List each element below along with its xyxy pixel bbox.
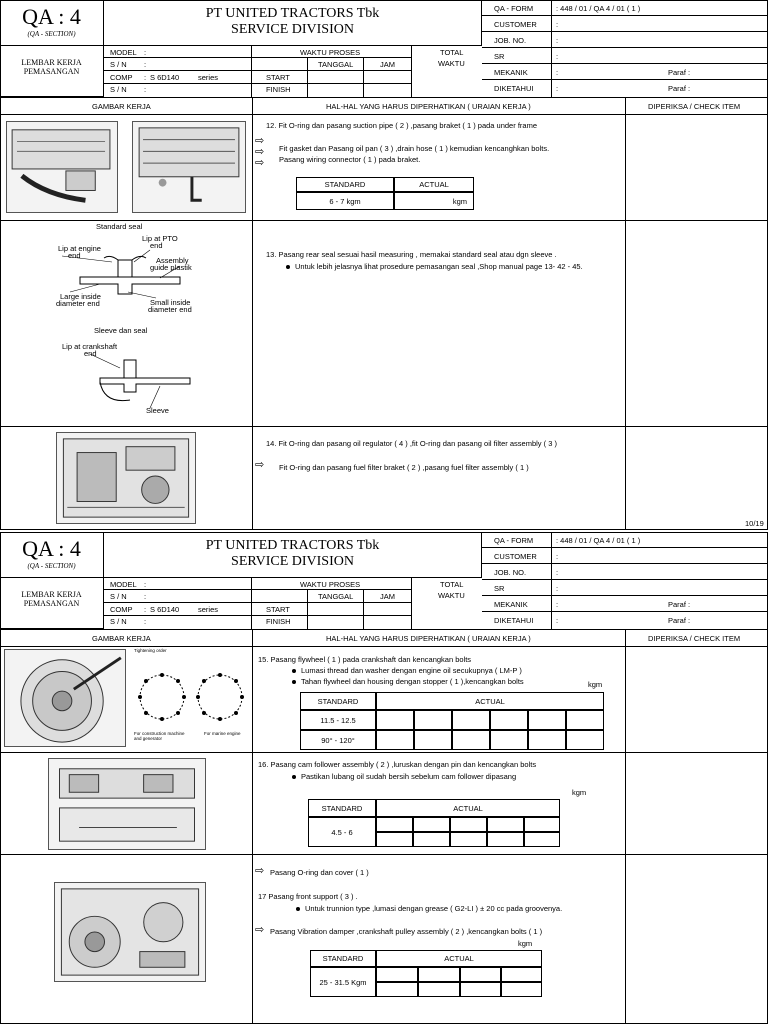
step17-line3: Pasang Vibration damper ,crankshaft pulley assembly ( 2 ) ,kencangkan bolts ( 1 ): [270, 927, 543, 936]
finish-label: FINISH: [266, 617, 291, 626]
arrow-icon: ⇨: [255, 459, 265, 471]
step17-title: 17 Pasang front support ( 3 ) .: [258, 892, 358, 901]
actual-input-cell[interactable]: [490, 710, 528, 730]
comp-value: S 6D140: [150, 73, 180, 82]
waktu-label: WAKTU: [438, 59, 465, 68]
actual-input-cell[interactable]: [452, 710, 490, 730]
company-division: SERVICE DIVISION: [231, 554, 354, 569]
paraf-diketahui-label: Paraf :: [668, 84, 691, 93]
qa-section: (QA - SECTION): [27, 562, 76, 570]
waktu-label: WAKTU: [438, 591, 465, 600]
actual-input-cell[interactable]: [413, 817, 450, 832]
series-label: series: [198, 605, 219, 614]
mekanik-label: MEKANIK: [494, 600, 528, 609]
actual-input-cell[interactable]: [501, 967, 542, 982]
actual-input-cell[interactable]: [418, 982, 460, 997]
actual-input-cell[interactable]: [524, 817, 560, 832]
finish-label: FINISH: [266, 85, 291, 94]
qa-title: QA : 4: [22, 536, 81, 561]
step17-pre: Pasang O-ring dan cover ( 1 ): [270, 868, 369, 877]
mekanik-label: MEKANIK: [494, 68, 528, 77]
oil-filter-figure: [56, 432, 196, 524]
sn-label: S / N: [110, 60, 127, 69]
step15-bullet2: Tahan flywheel dan housing dengan stopper ( 1 ),kencangkan bolts: [292, 677, 524, 686]
waktu-proses-label: WAKTU PROSES: [300, 48, 361, 57]
step16-standard-header: STANDARD: [308, 799, 376, 817]
doc-title-line2: PEMASANGAN: [23, 599, 80, 608]
doc-title-line1: LEMBAR KERJA: [21, 58, 82, 67]
qa-section: (QA - SECTION): [27, 30, 76, 38]
actual-input-cell[interactable]: [501, 982, 542, 997]
arrow-icon: ⇨: [255, 135, 265, 147]
arrow-icon: ⇨: [255, 924, 265, 936]
total-label: TOTAL: [440, 48, 464, 57]
company-division: SERVICE DIVISION: [231, 22, 354, 37]
actual-input-cell[interactable]: [460, 982, 501, 997]
actual-input-cell[interactable]: [414, 730, 452, 750]
step12-actual-input[interactable]: kgm: [394, 192, 474, 210]
bullet-icon: [296, 907, 300, 911]
actual-input-cell[interactable]: [414, 710, 452, 730]
flywheel-figure: [4, 649, 126, 747]
jam-label: JAM: [380, 60, 395, 69]
step17-actual-header: ACTUAL: [376, 950, 542, 967]
comp-label: COMP: [110, 73, 133, 82]
step17-bullet: Untuk trunnion type ,lumasi dengan grease ( G2-LI ) ± 20 cc pada groovenya.: [296, 904, 562, 913]
cam-follower-figure: [48, 758, 206, 850]
suction-pipe-figure: [132, 121, 246, 213]
page-number: 10/19: [745, 519, 764, 528]
sr-label: SR: [494, 584, 505, 593]
actual-input-cell[interactable]: [376, 730, 414, 750]
company-box: [104, 532, 482, 578]
oil-pan-figure: [6, 121, 118, 213]
company-box: [104, 0, 482, 46]
col-check-item: DIPERIKSA / CHECK ITEM: [648, 102, 741, 111]
bullet-icon: [292, 669, 296, 673]
step12-title: 12. Fit O-ring dan pasang suction pipe ( 2 ) ,pasang braket ( 1 ) pada under frame: [266, 121, 537, 130]
step15-standard-row2: 90° - 120°: [300, 730, 376, 750]
actual-input-cell[interactable]: [376, 817, 413, 832]
form-info-box: QA - FORM : 448 / 01 / QA 4 / 01 ( 1 ) CUSTOMER : JOB. NO. : SR : MEKANIK : Paraf : DIKETAHUI : Paraf :: [482, 532, 768, 629]
doc-title-line1: LEMBAR KERJA: [21, 590, 82, 599]
series-label: series: [198, 73, 219, 82]
step16-title: 16. Pasang cam follower assembly ( 2 ) ,luruskan dengan pin dan kencangkan bolts: [258, 760, 537, 769]
job-no-label: JOB. NO.: [494, 36, 527, 45]
step15-title: 15. Pasang flywheel ( 1 ) pada crankshaft dan kencangkan bolts: [258, 655, 472, 664]
step12-standard-value: 6 - 7 kgm: [296, 192, 394, 210]
step16-bullet: Pastikan lubang oil sudah bersih sebelum cam follower dipasang: [292, 772, 516, 781]
step16-standard-value: 4.5 - 6: [308, 817, 376, 847]
step15-actual-header: ACTUAL: [376, 692, 604, 710]
customer-label: CUSTOMER: [494, 20, 537, 29]
waktu-proses-label: WAKTU PROSES: [300, 580, 361, 589]
diketahui-label: DIKETAHUI: [494, 616, 534, 625]
actual-input-cell[interactable]: [413, 832, 450, 847]
step12-line2: Fit gasket dan Pasang oil pan ( 3 ) ,drain hose ( 1 ) kemudian kencanghkan bolts.: [279, 144, 550, 153]
actual-input-cell[interactable]: [566, 730, 604, 750]
sn-label: S / N: [110, 592, 127, 601]
job-no-label: JOB. NO.: [494, 568, 527, 577]
jam-label: JAM: [380, 592, 395, 601]
form-info-box: QA - FORM : 448 / 01 / QA 4 / 01 ( 1 ) CUSTOMER : JOB. NO. : SR : MEKANIK : Paraf : DIKETAHUI : Paraf :: [482, 0, 768, 97]
step13-bullet: Untuk lebih jelasnya lihat prosedure pemasangan seal ,Shop manual page 13- 42 - 45.: [286, 262, 583, 271]
qa-form-label: QA - FORM: [494, 4, 534, 13]
step15-unit: kgm: [588, 680, 603, 689]
actual-input-cell[interactable]: [528, 710, 566, 730]
paraf-mekanik-label: Paraf :: [668, 600, 691, 609]
total-label: TOTAL: [440, 580, 464, 589]
step15-standard-row1: 11.5 - 12.5: [300, 710, 376, 730]
qa-form-value: : 448 / 01 / QA 4 / 01 ( 1 ): [556, 4, 641, 13]
actual-input-cell[interactable]: [376, 982, 418, 997]
sleeve-seal-caption: Sleeve dan seal: [94, 326, 148, 335]
sn2-label: S / N: [110, 617, 127, 626]
arrow-icon: ⇨: [255, 865, 265, 877]
actual-input-cell[interactable]: [566, 710, 604, 730]
step12-actual-header: ACTUAL: [394, 177, 474, 192]
comp-value: S 6D140: [150, 605, 180, 614]
col-gambar-kerja: GAMBAR KERJA: [92, 102, 151, 111]
actual-input-cell[interactable]: [490, 730, 528, 750]
actual-input-cell[interactable]: [450, 817, 487, 832]
actual-input-cell[interactable]: [376, 710, 414, 730]
sr-label: SR: [494, 52, 505, 61]
qa-title: QA : 4: [22, 4, 81, 29]
step12-line3: Pasang wiring connector ( 1 ) pada braket.: [279, 155, 421, 164]
step17-standard-header: STANDARD: [310, 950, 376, 967]
doc-title-box: [0, 46, 104, 97]
standard-seal-caption: Standard seal: [96, 222, 143, 231]
step15-bullet1: Lumasi thread dan washer dengan engine oil secukupnya ( LM-P ): [292, 666, 522, 675]
qa-box: [0, 0, 104, 46]
step15-standard-header: STANDARD: [300, 692, 376, 710]
actual-input-cell[interactable]: [376, 832, 413, 847]
front-support-figure: [54, 882, 206, 982]
model-grid: MODEL : S / N : COMP : S 6D140 series S / N : WAKTU PROSES TANGGAL JAM START FINISH TOTAL WAKTU: [104, 46, 482, 97]
qa-form-label: QA - FORM: [494, 536, 534, 545]
actual-input-cell[interactable]: [376, 967, 418, 982]
col-check-item: DIPERIKSA / CHECK ITEM: [648, 634, 741, 643]
worksheet-page-1: QA : 4 (QA - SECTION) PT UNITED TRACTORS Tbk SERVICE DIVISION QA - FORM : 448 / 01 / QA 4 / 01 ( 1 ) CUSTOMER : JOB. NO. : SR : MEKANIK : Paraf : DIKETAHUI : Paraf : LEMBAR KERJA PEMASANGAN MODEL : S / N : COMP : S 6D140 series S / N : WAKTU PROSES TANGGAL JAM START FINISH TOTAL WAKTU GAMBAR KERJA HAL-HAL YANG HARUS DIPERHATIKAN ( URAIAN KERJA ) DIPERIKSA / CHECK ITEM 12. Fit O-ring dan pasang suction pipe ( 2 ) ,pasang braket ( 1 ) pada under frame ⇨ ⇨ ⇨ Fit gasket dan Pasang oil pan ( 3 ) ,drain hose ( 1 ) kemudian kencanghkan bolts. Pasang wiring connector ( 1 ) pada braket. STANDARD ACTUAL 6 - 7 kgm kgm Standard seal Lip at PTO end Lip at engine end Assembly guide plastik Large inside diameter end Small inside diameter end Sleeve dan seal Lip at crankshaft end Sleeve 13. Pasang rear seal sesuai hasil measuring , memakai standard seal atau dgn sleeve . Untuk lebih jelasnya lihat prosedure pemasangan seal ,Shop manual page 13- 42 - 45. 14. Fit O-ring dan pasang oil regulator ( 4 ) ,fit O-ring dan pasang oil filter assembly ( 3 ) ⇨ Fit O-ring dan pasang fuel filter braket ( 2 ) ,pasang fuel filter assembly ( 1 ) 10/19: [0, 0, 768, 530]
doc-title-line2: PEMASANGAN: [23, 67, 80, 76]
paraf-diketahui-label: Paraf :: [668, 616, 691, 625]
qa-box: [0, 532, 104, 578]
step13-title: 13. Pasang rear seal sesuai hasil measuring , memakai standard seal atau dgn sleeve .: [266, 250, 557, 259]
actual-input-cell[interactable]: [418, 967, 460, 982]
actual-input-cell[interactable]: [450, 832, 487, 847]
bullet-icon: [286, 265, 290, 269]
step12-standard-header: STANDARD: [296, 177, 394, 192]
step17-standard-value: 25 - 31.5 Kgm: [310, 967, 376, 997]
comp-label: COMP: [110, 605, 133, 614]
actual-input-cell[interactable]: [452, 730, 490, 750]
tanggal-label: TANGGAL: [318, 592, 354, 601]
doc-title-box: [0, 578, 104, 629]
step14-title: 14. Fit O-ring dan pasang oil regulator ( 4 ) ,fit O-ring dan pasang oil filter assembly ( 3 ): [266, 439, 557, 448]
tanggal-label: TANGGAL: [318, 60, 354, 69]
actual-input-cell[interactable]: [524, 832, 560, 847]
step16-unit: kgm: [572, 788, 587, 797]
start-label: START: [266, 73, 290, 82]
arrow-icon: ⇨: [255, 157, 265, 169]
col-uraian-kerja: HAL-HAL YANG HARUS DIPERHATIKAN ( URAIAN KERJA ): [326, 102, 531, 111]
bullet-icon: [292, 680, 296, 684]
sn2-label: S / N: [110, 85, 127, 94]
actual-input-cell[interactable]: [460, 967, 501, 982]
worksheet-page-2: QA : 4 (QA - SECTION) PT UNITED TRACTORS Tbk SERVICE DIVISION QA - FORM : 448 / 01 / QA 4 / 01 ( 1 ) CUSTOMER : JOB. NO. : SR : MEKANIK : Paraf : DIKETAHUI : Paraf : LEMBAR KERJA PEMASANGAN MODEL : S / N : COMP : S 6D140 series S / N : WAKTU PROSES TANGGAL JAM START FINISH TOTAL WAKTU GAMBAR KERJA HAL-HAL YANG HARUS DIPERHATIKAN ( URAIAN KERJA ) DIPERIKSA / CHECK ITEM Tightening order For construction machine and generator For marine engine 15. Pasang flywheel ( 1 ) pada crankshaft dan kencangkan bolts Lumasi thread dan washer dengan engine oil secukupnya ( LM-P ) Tahan flywheel dan housing dengan stopper ( 1 ),kencangkan bolts kgm STANDARD ACTUAL 11.5 - 12.5 90° - 120° 16. Pasang cam follower assembly ( 2 ) ,luruskan dengan pin dan kencangkan bolts Pastikan lubang oil sudah bersih sebelum cam follower dipasang kgm STANDARD ACTUAL 4.5 - 6 ⇨ Pasang O-ring dan cover ( 1 ) 17 Pasang front support ( 3 ) . Untuk trunnion type ,lumasi dengan grease ( G2-LI ) ± 20 cc pada groovenya. ⇨ Pasang Vibration damper ,crankshaft pulley assembly ( 2 ) ,kencangkan bolts ( 1 ) kgm STANDARD ACTUAL 25 - 31.5 Kgm: [0, 532, 768, 1024]
start-label: START: [266, 605, 290, 614]
model-label: MODEL: [110, 48, 137, 57]
step16-actual-header: ACTUAL: [376, 799, 560, 817]
qa-form-value: : 448 / 01 / QA 4 / 01 ( 1 ): [556, 536, 641, 545]
company-name: PT UNITED TRACTORS Tbk: [205, 538, 380, 553]
arrow-icon: ⇨: [255, 146, 265, 158]
actual-input-cell[interactable]: [487, 832, 524, 847]
step14-line2: Fit O-ring dan pasang fuel filter braket ( 2 ) ,pasang fuel filter assembly ( 1 ): [279, 463, 529, 472]
col-uraian-kerja: HAL-HAL YANG HARUS DIPERHATIKAN ( URAIAN KERJA ): [326, 634, 531, 643]
model-label: MODEL: [110, 580, 137, 589]
customer-label: CUSTOMER: [494, 552, 537, 561]
company-name: PT UNITED TRACTORS Tbk: [205, 6, 380, 21]
diketahui-label: DIKETAHUI: [494, 84, 534, 93]
actual-input-cell[interactable]: [528, 730, 566, 750]
paraf-mekanik-label: Paraf :: [668, 68, 691, 77]
col-gambar-kerja: GAMBAR KERJA: [92, 634, 151, 643]
actual-input-cell[interactable]: [487, 817, 524, 832]
model-grid: MODEL : S / N : COMP : S 6D140 series S / N : WAKTU PROSES TANGGAL JAM START FINISH TOTAL WAKTU: [104, 578, 482, 629]
step17-unit: kgm: [518, 939, 533, 948]
bullet-icon: [292, 775, 296, 779]
